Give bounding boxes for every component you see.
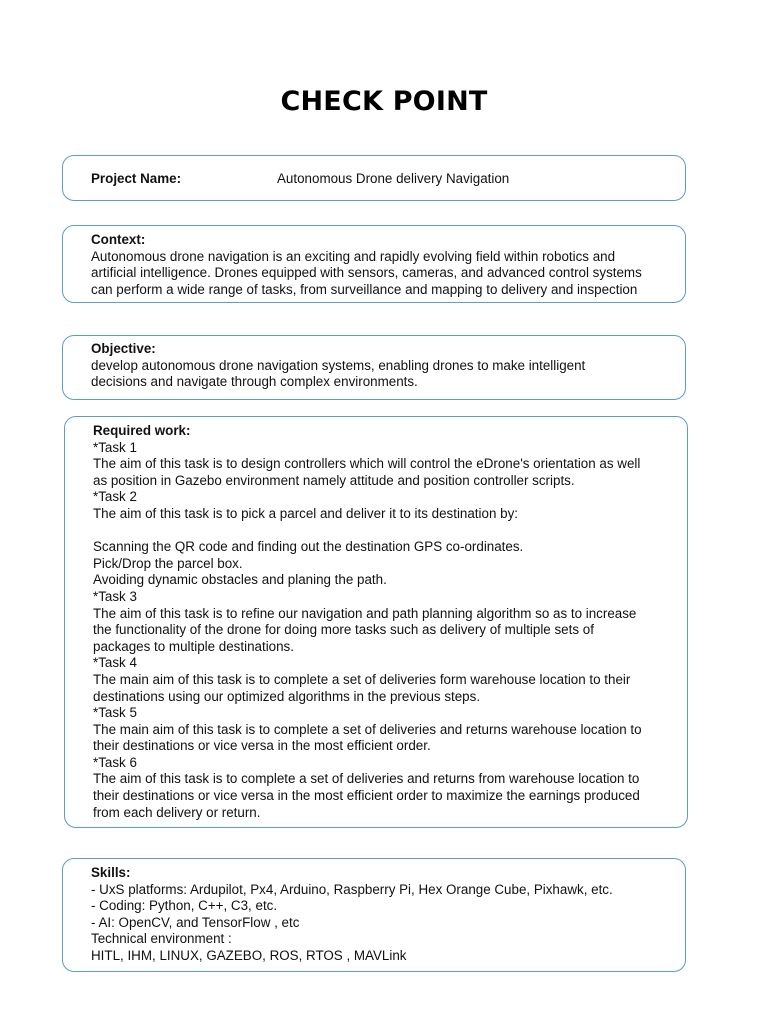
context-box xyxy=(62,225,686,303)
work-line: packages to multiple destinations. xyxy=(93,638,294,654)
work-line: The aim of this task is to complete a set of deliveries and returns from warehouse location to xyxy=(93,771,640,787)
work-line: Scanning the QR code and finding out the destination GPS co-ordinates. xyxy=(93,539,524,555)
task-label: *Task 5 xyxy=(93,705,137,721)
work-line: their destinations or vice versa in the most efficient order. xyxy=(93,738,431,754)
work-line: The aim of this task is to design controllers which will control the eDrone's orientation as well xyxy=(93,456,641,472)
required-work-heading: Required work: xyxy=(93,423,191,438)
page-title: CHECK POINT xyxy=(280,86,488,117)
work-line: from each delivery or return. xyxy=(93,804,261,820)
context-line: can perform a wide range of tasks, from surveillance and mapping to delivery and inspection xyxy=(91,281,638,297)
context-heading: Context: xyxy=(91,232,146,247)
context-line: artificial intelligence. Drones equipped with sensors, cameras, and advanced control systems xyxy=(91,265,642,281)
project-name-label: Project Name: xyxy=(91,171,182,186)
task-label: *Task 3 xyxy=(93,588,137,604)
objective-line: decisions and navigate through complex environments. xyxy=(91,374,418,390)
skills-box xyxy=(62,858,686,972)
work-line: The main aim of this task is to complete a set of deliveries form warehouse location to their xyxy=(93,671,631,687)
project-name-row xyxy=(91,171,509,188)
skills-line: - UxS platforms: Ardupilot, Px4, Arduino, Raspberry Pi, Hex Orange Cube, Pixhawk, etc. xyxy=(91,881,613,897)
context-line: Autonomous drone navigation is an exciting and rapidly evolving field within robotics and xyxy=(91,248,616,264)
objective-box xyxy=(62,335,686,400)
skills-line: Technical environment : xyxy=(91,931,232,947)
objective-heading: Objective: xyxy=(91,341,156,356)
work-line: Avoiding dynamic obstacles and planing the path. xyxy=(93,572,387,588)
objective-line: develop autonomous drone navigation systems, enabling drones to make intelligent xyxy=(91,357,586,373)
work-line: destinations using our optimized algorithms in the previous steps. xyxy=(93,688,481,704)
skills-line: - Coding: Python, C++, C3, etc. xyxy=(91,898,278,914)
required-work-box xyxy=(64,416,688,828)
project-name-value: Autonomous Drone delivery Navigation xyxy=(277,171,510,186)
work-line: The aim of this task is to refine our navigation and path planning algorithm so as to increase xyxy=(93,605,637,621)
skills-line: - AI: OpenCV, and TensorFlow , etc xyxy=(91,914,300,930)
work-line: The aim of this task is to pick a parcel and deliver it to its destination by: xyxy=(93,505,518,521)
blank-line xyxy=(93,523,679,540)
task-label: *Task 6 xyxy=(93,754,137,770)
work-line: Pick/Drop the parcel box. xyxy=(93,555,243,571)
work-line: the functionality of the drone for doing more tasks such as delivery of multiple sets of xyxy=(93,622,594,638)
skills-heading: Skills: xyxy=(91,865,131,880)
work-line: as position in Gazebo environment namely attitude and position controller scripts. xyxy=(93,472,575,488)
task-label: *Task 4 xyxy=(93,655,137,671)
skills-line: HITL, IHM, LINUX, GAZEBO, ROS, RTOS , MAVLink xyxy=(91,947,407,963)
work-line: their destinations or vice versa in the most efficient order to maximize the earnings produced xyxy=(93,788,640,804)
task-label: *Task 2 xyxy=(93,489,137,505)
task-label: *Task 1 xyxy=(93,439,137,455)
project-name-box xyxy=(62,155,686,201)
work-line: The main aim of this task is to complete a set of deliveries and returns warehouse location to xyxy=(93,721,642,737)
